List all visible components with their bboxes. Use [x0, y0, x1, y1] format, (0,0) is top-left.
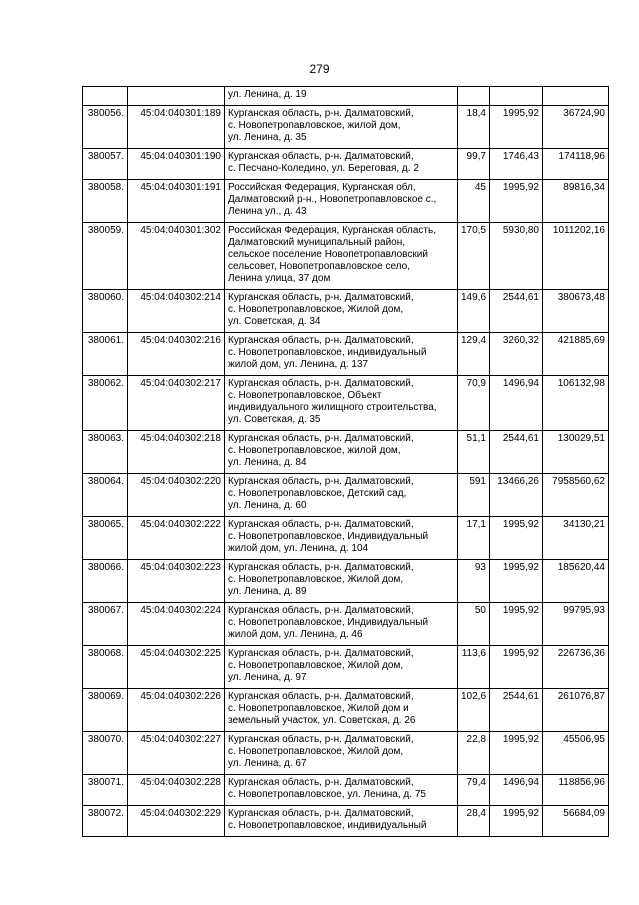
row-number-cell: 380060.: [83, 290, 128, 333]
area-cell: 129,4: [458, 333, 490, 376]
page-number: 279: [309, 62, 330, 76]
address-line: ул. Ленина, д. 67: [228, 758, 307, 769]
table-row: [83, 333, 609, 376]
address-line: Курганская область, р-н. Далматовский,: [228, 378, 414, 389]
table-row: [83, 603, 609, 646]
cadastral-value-cell: 56684,09: [543, 806, 609, 837]
specific-value-cell: [490, 87, 543, 106]
address-line: с. Новопетропавловское, индивидуальный: [228, 347, 427, 358]
row-number-cell: 380070.: [83, 732, 128, 775]
address-line: ул. Ленина, д. 35: [228, 132, 307, 143]
specific-value-cell: 5930,80: [490, 223, 543, 290]
address-line: с. Новопетропавловское, Жилой дом,: [228, 746, 404, 757]
area-cell: 102,6: [458, 689, 490, 732]
cadastral-number-cell: 45:04:040302:225: [128, 646, 225, 689]
table-row: [83, 376, 609, 431]
address-cell: [225, 376, 458, 431]
row-number-cell: 380057.: [83, 149, 128, 180]
address-cell: [225, 806, 458, 837]
cadastral-value-cell: 421885,69: [543, 333, 609, 376]
cadastral-value-cell: 380673,48: [543, 290, 609, 333]
specific-value-cell: 1995,92: [490, 732, 543, 775]
row-number-cell: 380064.: [83, 474, 128, 517]
address-cell: [225, 180, 458, 223]
address-line: с. Новопетропавловское, жилой дом,: [228, 120, 401, 131]
row-number-cell: 380058.: [83, 180, 128, 223]
cadastral-number-cell: 45:04:040301:191: [128, 180, 225, 223]
row-number-cell: [83, 87, 128, 106]
cadastral-number-cell: 45:04:040302:224: [128, 603, 225, 646]
row-number-cell: 380071.: [83, 775, 128, 806]
cadastral-value-cell: 34130,21: [543, 517, 609, 560]
specific-value-cell: 1995,92: [490, 560, 543, 603]
specific-value-cell: 1746,43: [490, 149, 543, 180]
address-line: с. Песчано-Коледино, ул. Береговая, д. 2: [228, 163, 419, 174]
address-line: ул. Ленина, д. 84: [228, 457, 307, 468]
address-line: Курганская область, р-н. Далматовский,: [228, 691, 414, 702]
table-row: [83, 474, 609, 517]
address-cell: [225, 223, 458, 290]
cadastral-number-cell: 45:04:040302:226: [128, 689, 225, 732]
address-cell: [225, 87, 458, 106]
address-line: с. Новопетропавловское, ул. Ленина, д. 75: [228, 789, 426, 800]
area-cell: 50: [458, 603, 490, 646]
address-line: Курганская область, р-н. Далматовский,: [228, 433, 414, 444]
address-line: Курганская область, р-н. Далматовский,: [228, 648, 414, 659]
specific-value-cell: 1496,94: [490, 376, 543, 431]
specific-value-cell: 1995,92: [490, 517, 543, 560]
table-row: [83, 560, 609, 603]
table-row: [83, 806, 609, 837]
address-line: Курганская область, р-н. Далматовский,: [228, 335, 414, 346]
row-number-cell: 380056.: [83, 106, 128, 149]
address-cell: [225, 290, 458, 333]
table-row: [83, 689, 609, 732]
address-line: с. Новопетропавловское, индивидуальный: [228, 820, 427, 831]
table-row: [83, 517, 609, 560]
cadastral-number-cell: 45:04:040302:229: [128, 806, 225, 837]
cadastral-number-cell: 45:04:040302:228: [128, 775, 225, 806]
row-number-cell: 380059.: [83, 223, 128, 290]
table-row: [83, 106, 609, 149]
area-cell: 113,6: [458, 646, 490, 689]
cadastral-value-cell: 118856,96: [543, 775, 609, 806]
table-row: [83, 775, 609, 806]
address-line: ул. Советская, д. 34: [228, 316, 321, 327]
specific-value-cell: 1995,92: [490, 603, 543, 646]
address-line: с. Новопетропавловское, Жилой дом,: [228, 574, 404, 585]
table-row: [83, 431, 609, 474]
address-line: Российская Федерация, Курганская область,: [228, 225, 437, 236]
address-line: Курганская область, р-н. Далматовский,: [228, 151, 414, 162]
cadastral-number-cell: [128, 87, 225, 106]
area-cell: 70,9: [458, 376, 490, 431]
address-line: сельсовет, Новопетропавловское село,: [228, 261, 410, 272]
address-line: Далматовский р-н., Новопетропавловское с.,: [228, 194, 437, 205]
area-cell: 99,7: [458, 149, 490, 180]
address-line: с. Новопетропавловское, Индивидуальный: [228, 617, 429, 628]
address-line: с. Новопетропавловское, Жилой дом,: [228, 304, 404, 315]
area-cell: 45: [458, 180, 490, 223]
address-cell: [225, 732, 458, 775]
address-line: Курганская область, р-н. Далматовский,: [228, 108, 414, 119]
row-number-cell: 380066.: [83, 560, 128, 603]
cadastral-value-cell: 174118,96: [543, 149, 609, 180]
table-row: [83, 87, 609, 106]
row-number-cell: 380067.: [83, 603, 128, 646]
cadastral-value-cell: 130029,51: [543, 431, 609, 474]
cadastral-number-cell: 45:04:040302:218: [128, 431, 225, 474]
cadastral-value-cell: 226736,36: [543, 646, 609, 689]
area-cell: [458, 87, 490, 106]
address-line: Ленина ул., д. 43: [228, 206, 307, 217]
cadastral-number-cell: 45:04:040302:217: [128, 376, 225, 431]
address-line: жилой дом, ул. Ленина, д. 137: [228, 359, 369, 370]
specific-value-cell: 1995,92: [490, 806, 543, 837]
property-registry-table: [82, 86, 609, 837]
address-line: жилой дом, ул. Ленина, д. 104: [228, 543, 369, 554]
address-cell: [225, 775, 458, 806]
cadastral-value-cell: 261076,87: [543, 689, 609, 732]
address-cell: [225, 560, 458, 603]
address-line: индивидуального жилищного строительства,: [228, 402, 437, 413]
specific-value-cell: 2544,61: [490, 431, 543, 474]
address-line: с. Новопетропавловское, Детский сад,: [228, 488, 407, 499]
address-line: Курганская область, р-н. Далматовский,: [228, 777, 414, 788]
table-row: [83, 180, 609, 223]
table-row: [83, 732, 609, 775]
specific-value-cell: 13466,26: [490, 474, 543, 517]
cadastral-value-cell: 99795,93: [543, 603, 609, 646]
cadastral-value-cell: 45506,95: [543, 732, 609, 775]
address-cell: [225, 689, 458, 732]
cadastral-number-cell: 45:04:040302:222: [128, 517, 225, 560]
row-number-cell: 380068.: [83, 646, 128, 689]
address-line: с. Новопетропавловское, Индивидуальный: [228, 531, 429, 542]
cadastral-value-cell: 7958560,62: [543, 474, 609, 517]
specific-value-cell: 2544,61: [490, 689, 543, 732]
row-number-cell: 380069.: [83, 689, 128, 732]
area-cell: 18,4: [458, 106, 490, 149]
specific-value-cell: 2544,61: [490, 290, 543, 333]
row-number-cell: 380065.: [83, 517, 128, 560]
address-line: жилой дом, ул. Ленина, д. 46: [228, 629, 363, 640]
cadastral-value-cell: 89816,34: [543, 180, 609, 223]
cadastral-value-cell: [543, 87, 609, 106]
address-line: сельское поселение Новопетропавловский: [228, 249, 428, 260]
cadastral-value-cell: 36724,90: [543, 106, 609, 149]
cadastral-number-cell: 45:04:040301:189: [128, 106, 225, 149]
row-number-cell: 380063.: [83, 431, 128, 474]
address-cell: [225, 474, 458, 517]
table-row: [83, 223, 609, 290]
address-line: Курганская область, р-н. Далматовский,: [228, 605, 414, 616]
address-cell: [225, 517, 458, 560]
address-cell: [225, 106, 458, 149]
area-cell: 170,5: [458, 223, 490, 290]
table-row: [83, 290, 609, 333]
specific-value-cell: 3260,32: [490, 333, 543, 376]
address-line: с. Новопетропавловское, Жилой дом,: [228, 660, 404, 671]
area-cell: 51,1: [458, 431, 490, 474]
address-line: ул. Ленина, д. 89: [228, 586, 307, 597]
area-cell: 591: [458, 474, 490, 517]
specific-value-cell: 1995,92: [490, 106, 543, 149]
area-cell: 17,1: [458, 517, 490, 560]
address-line: Курганская область, р-н. Далматовский,: [228, 734, 414, 745]
specific-value-cell: 1995,92: [490, 180, 543, 223]
address-cell: [225, 431, 458, 474]
address-line: ул. Ленина, д. 97: [228, 672, 307, 683]
address-line: земельный участок, ул. Советская, д. 26: [228, 715, 416, 726]
address-line: Курганская область, р-н. Далматовский,: [228, 476, 414, 487]
cadastral-number-cell: 45:04:040302:227: [128, 732, 225, 775]
address-line: Курганская область, р-н. Далматовский,: [228, 808, 414, 819]
cadastral-number-cell: 45:04:040302:220: [128, 474, 225, 517]
address-line: ул. Ленина, д. 19: [228, 89, 307, 100]
row-number-cell: 380072.: [83, 806, 128, 837]
address-line: Российская Федерация, Курганская обл,: [228, 182, 416, 193]
cadastral-number-cell: 45:04:040301:190: [128, 149, 225, 180]
row-number-cell: 380061.: [83, 333, 128, 376]
area-cell: 79,4: [458, 775, 490, 806]
address-line: ул. Советская, д. 35: [228, 414, 321, 425]
address-line: Курганская область, р-н. Далматовский,: [228, 292, 414, 303]
cadastral-value-cell: 106132,98: [543, 376, 609, 431]
table-body: [83, 87, 609, 837]
cadastral-number-cell: 45:04:040302:216: [128, 333, 225, 376]
cadastral-number-cell: 45:04:040301:302: [128, 223, 225, 290]
address-line: Курганская область, р-н. Далматовский,: [228, 519, 414, 530]
address-line: с. Новопетропавловское, Объект: [228, 390, 382, 401]
table-row: [83, 646, 609, 689]
specific-value-cell: 1496,94: [490, 775, 543, 806]
address-cell: [225, 333, 458, 376]
address-cell: [225, 149, 458, 180]
specific-value-cell: 1995,92: [490, 646, 543, 689]
address-cell: [225, 646, 458, 689]
address-line: Курганская область, р-н. Далматовский,: [228, 562, 414, 573]
table-row: [83, 149, 609, 180]
area-cell: 149,6: [458, 290, 490, 333]
address-cell: [225, 603, 458, 646]
address-line: Далматовский муниципальный район,: [228, 237, 406, 248]
cadastral-value-cell: 185620,44: [543, 560, 609, 603]
address-line: ул. Ленина, д. 60: [228, 500, 307, 511]
cadastral-value-cell: 1011202,16: [543, 223, 609, 290]
row-number-cell: 380062.: [83, 376, 128, 431]
area-cell: 93: [458, 560, 490, 603]
cadastral-number-cell: 45:04:040302:214: [128, 290, 225, 333]
address-line: Ленина улица, 37 дом: [228, 273, 331, 284]
address-line: с. Новопетропавловское, жилой дом,: [228, 445, 401, 456]
address-line: с. Новопетропавловское, Жилой дом и: [228, 703, 409, 714]
area-cell: 22,8: [458, 732, 490, 775]
area-cell: 28,4: [458, 806, 490, 837]
cadastral-number-cell: 45:04:040302:223: [128, 560, 225, 603]
